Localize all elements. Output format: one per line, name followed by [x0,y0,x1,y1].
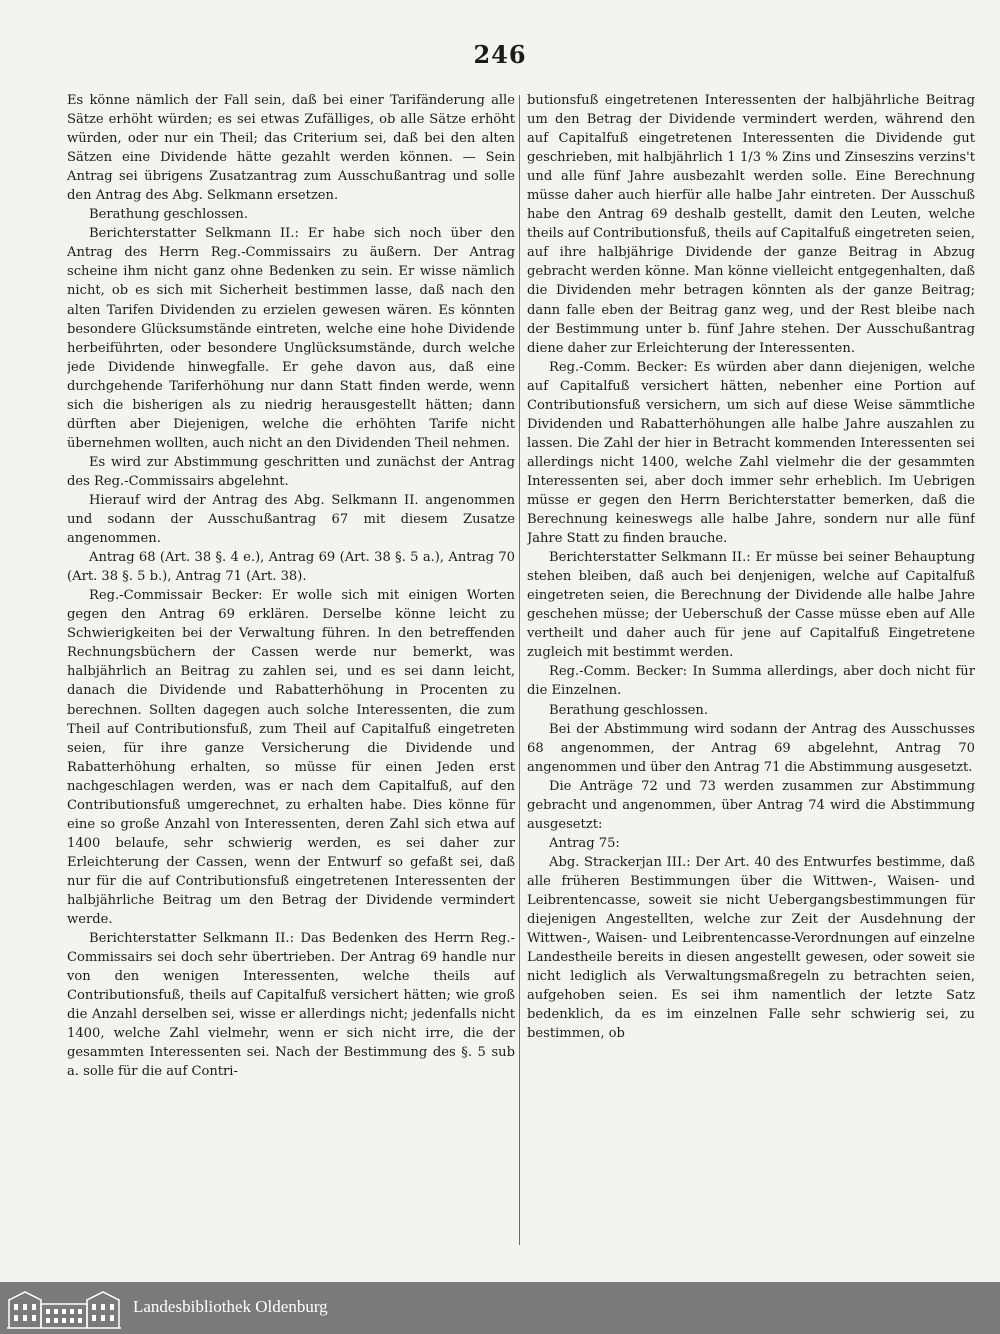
paragraph: Reg.-Comm. Becker: Es würden aber dann diejenigen, welche auf Capitalfuß versichert hätten, nebenher eine Portion auf Contributionsfuß versichern, um sich auf diese Weise sämmtliche Dividenden und Rabatterhöhungen alle halbe Jahre auszahlen zu lassen. Die Zahl der hier in Betracht kommenden Interessenten sei allerdings nicht 1400, welche Zahl vielmehr die der gesammten Interessenten sei, aber doch immer sehr erheblich. Im Uebrigen müsse er gegen den Herrn Berichterstatter bemerken, daß die Berechnung keineswegs alle halbe Jahre, sondern nur alle fünf Jahre Statt zu finden brauche. [527,359,975,547]
paragraph: Antrag 68 (Art. 38 §. 4 e.), Antrag 69 (Art. 38 §. 5 a.), Antrag 70 (Art. 38 §. 5 b.), Antrag 71 (Art. 38). [67,550,515,585]
page-number: 246 [473,40,527,69]
library-building-icon [5,1286,123,1330]
column-divider [519,95,520,1245]
paragraph: Berichterstatter Selkmann II.: Er habe sich noch über den Antrag des Herrn Reg.-Commissairs zu äußern. Der Antrag scheine ihm nicht ganz ohne Bedenken zu sein. Er wisse nämlich nicht, ob es sich mit Sicherheit bestimmen lasse, daß nach den alten Tarifen Dividenden zu erzielen gewesen wären. Es könnten besondere Glücksumstände eintreten, welche eine hohe Dividende herbeiführten, oder besondere Unglücksumstände, durch welche jede Dividende hinwegfalle. Er gehe davon aus, daß eine durchgehende Tariferhöhung nur dann Statt finden werde, wenn sich die bisherigen als zu niedrig herausgestellt hätten; dann dürften aber Diejenigen, welche die erhöhten Tarife nicht übernehmen wollten, auch nicht an den Dividenden Theil nehmen. [67,226,515,451]
paragraph: Abg. Strackerjan III.: Der Art. 40 des Entwurfes bestimme, daß alle früheren Bestimmungen über die Wittwen-, Waisen- und Leibrentencasse, soweit sie nicht Uebergangsbestimmungen für diejenigen Angestellten, welche zur Zeit der Ausdehnung der Wittwen-, Waisen- und Leibrentencasse-Verordnungen auf einzelne Landestheile bereits in diesen angestellt gewesen, oder soweit sie nicht lediglich als Verwaltungsmaßregeln zu betrachten seien, aufgehoben seien. Es sei ihm namentlich der letzte Satz bedenklich, da es im einzelnen Falle sehr schwierig sei, zu bestimmen, ob [527,854,975,1042]
paragraph: Reg.-Comm. Becker: In Summa allerdings, aber doch nicht für die Einzelnen. [527,664,975,699]
right-column [527,91,975,1271]
paragraph: Es könne nämlich der Fall sein, daß bei einer Tarifänderung alle Sätze erhöht würden; es sei etwas Zufälliges, ob alle Sätze erhöht würden, oder nur ein Theil; das Criterium sei, daß bei den alten Sätzen eine Dividende hätte gezahlt werden können. — Sein Antrag sei übrigens Zusatzantrag zum Ausschußantrag und solle den Antrag des Abg. Selkmann ersetzen. [67,93,515,204]
left-column [67,91,515,1271]
paragraph: Antrag 75: [549,835,620,851]
paragraph: Die Anträge 72 und 73 werden zusammen zur Abstimmung gebracht und angenommen, über Antrag 74 wird die Abstimmung ausgesetzt: [527,778,975,832]
paragraph: Hierauf wird der Antrag des Abg. Selkmann II. angenommen und sodann der Ausschußantrag 67 mit diesem Zusatze angenommen. [67,492,515,547]
paragraph: Berichterstatter Selkmann II.: Das Bedenken des Herrn Reg.-Commissairs sei doch sehr übertrieben. Der Antrag 69 handle nur von den wenigen Interessenten, welche theils auf Contributionsfuß, theils auf Capitalfuß versichert hätten; wie groß die Anzahl derselben sei, wisse er allerdings nicht; jedenfalls nicht 1400, welche Zahl vielmehr, wenn er sich nicht irre, die der gesammten Interessenten sei. Nach der Bestimmung des §. 5 sub a. solle für die auf Contri- [67,931,515,1080]
paragraph: Reg.-Commissair Becker: Er wolle sich mit einigen Worten gegen den Antrag 69 erklären. Derselbe könne leicht zu Schwierigkeiten bei der Verwaltung führen. In den betreffenden Rechnungsbüchern der Cassen werde nur bemerkt, was halbjährlich an Beitrag zu zahlen sei, und es sei dann leicht, danach die Dividende und Rabatterhöhung in Procenten zu berechnen. Sollten dagegen auch solche Interessenten, die zum Theil auf Contributionsfuß, zum Theil auf Capitalfuß eingetreten seien, für ihre ganze Versicherung die Dividende und Rabatterhöhung erhalten, so müsse für einen Jeden erst nachgeschlagen werden, was er nach dem Capitalfuß, auf den Contributionsfuß umgerechnet, zu erhalten habe. Dies könne für eine so große Anzahl von Interessenten, deren Zahl sich etwa auf 1400 belaufe, sehr schwierig werden, es sei daher zur Erleichterung der Cassen, wenn der Entwurf so gefaßt sei, daß nur für die auf Contributionsfuß eingetretenen Interessenten der halbjährliche Beitrag um den Betrag der Dividende vermindert werde. [67,588,515,928]
paragraph: Berathung geschlossen. [549,702,709,718]
paragraph: Berichterstatter Selkmann II.: Er müsse bei seiner Behauptung stehen bleiben, daß auch bei denjenigen, welche auf Capitalfuß eingetreten seien, die Berechnung der Dividende alle halbe Jahre geschehen müsse; der Ueberschuß der Casse müsse eben auf Alle vertheilt und daher auch für jene auf Capitalfuß Eingetretene zugleich mit bestimmt werden. [527,550,975,661]
paragraph: Bei der Abstimmung wird sodann der Antrag des Ausschusses 68 angenommen, der Antrag 69 abgelehnt, Antrag 70 angenommen und über den Antrag 71 die Abstimmung ausgesetzt. [527,721,975,775]
paragraph: Berathung geschlossen. [89,207,249,223]
library-name: Landesbibliothek Oldenburg [133,1297,328,1316]
paragraph: Es wird zur Abstimmung geschritten und zunächst der Antrag des Reg.-Commissairs abgelehnt. [67,454,515,489]
paragraph: butionsfuß eingetretenen Interessenten der halbjährliche Beitrag um den Betrag der Dividende vermindert werden, während den auf Capitalfuß eingetretenen Interessenten die Dividende gut geschrieben, mit halbjährlich 1 1/3 % Zins und Zinseszins verzins't und alle fünf Jahre ausbezahlt werden solle. Eine Berechnung müsse daher auch hierfür alle halbe Jahr eintreten. Der Ausschuß habe den Antrag 69 deshalb gestellt, damit den Leuten, welche theils auf Contributionsfuß, theils auf Capitalfuß eingetreten seien, auf ihre halbjährige Dividende der ganze Beitrag in Abzug gebracht werden könne. Man könne vielleicht entgegenhalten, daß die Dividenden mehr betragen könnten als der ganze Beitrag; dann falle eben der Beitrag ganz weg, und der Rest bleibe nach der Bestimmung unter b. fünf Jahre stehen. Der Ausschußantrag diene daher zur Erleichterung der Interessenten. [527,93,975,356]
library-footer [0,1282,1000,1334]
